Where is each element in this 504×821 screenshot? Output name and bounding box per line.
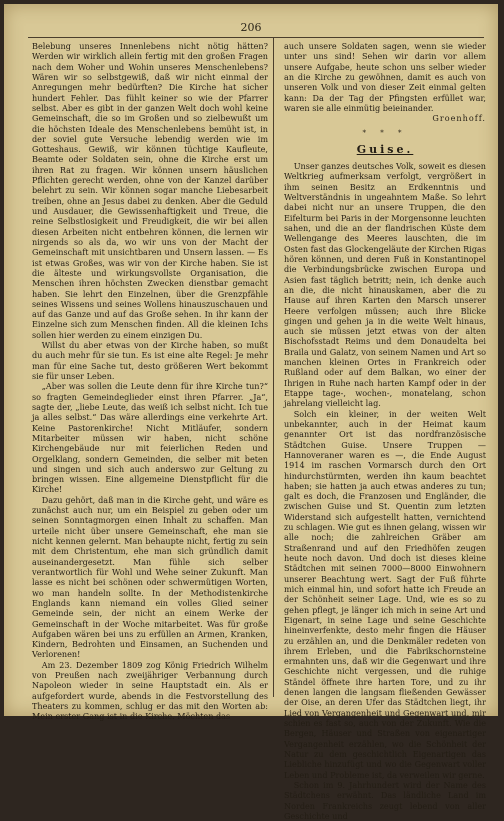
article-ending: auch unsere Soldaten sagen, wenn sie wieder unter uns sind! Sehen wir darin vor allem unsere Aufgabe, heute schon uns selber wieder an die Kirche zu gewöhnen, damit es auch von unseren Volk und von dieser Zeit einmal gelten kann: Da der Tag der Pfingsten erfüllet war, waren sie alle einmütig beieinander. [284, 41, 486, 113]
paragraph: Schon im 9. Jahrhundert wird der Name des Städtchens erwähnt. Das ländliche Land im Norden Frankreichs zeugt lebend von aller Geschichte und [284, 779, 486, 821]
paragraph: Am 23. Dezember 1809 zog König Friedrich Wilhelm von Preußen nach zweijähriger Verbannung durch Napoleon wieder in seine Hauptstadt ein. Als er aufgefordert wurde, abends in die Festvorstellung des Theaters zu kommen, schlug er das mit den Worten ab: Mein erster Gang ist in die Kirche. Möchten das [32, 659, 268, 722]
paragraph: Dazu gehört, daß man in die Kirche geht, und wäre es zunächst auch nur, um ein Beispiel zu geben oder um seinen Sonntagmorgen einen Inhalt zu schaffen. Man urteile nicht über unsere Gemeinschaft, ehe man sie nicht kennen gelernt. Man behaupte nicht, fertig zu sein mit dem Christentum, ehe man sich gründlich damit auseinandergesetzt. Man fühle sich selber verantwortlich für Wohl und Wehe seiner Zukunft. Man lasse es nicht bei schönen oder schwermütigen Worten, wo man handeln sollte. In der Methodistenkirche Englands kann niemand ein volles Glied seiner Gemeinde sein, der nicht an einem Werke der Gemeinschaft in der Woche mitarbeitet. Was für große Aufgaben wären bei uns zu erfüllen an Armen, Kranken, Kindern, Bedrohten und Einsamen, an Suchenden und Verlorenen! [32, 494, 268, 660]
header-rule [28, 37, 484, 38]
newspaper-page [4, 4, 498, 821]
author-signature: Groenhoff. [432, 113, 486, 124]
section-separator: * * * [362, 128, 408, 137]
article-heading: Guise. [356, 142, 414, 156]
right-column [284, 41, 486, 821]
paragraph: Belebung unseres Innenlebens nicht nötig hätten? Werden wir wirklich allein fertig mit den großen Fragen nach dem Woher und Wohin unseres Menschenlebens? Wären wir so selbstgewiß, daß wir nicht einmal der Anregungen mehr bedürften? Die Kirche hat sicher hundert Fehler. Das fühlt keiner so wie der Pfarrer selbst. Aber es gibt in der ganzen Welt doch wohl keine Gemeinschaft, die so im Großen und so zielbewußt um die höchsten Ideale des Menschenlebens bemüht ist, in der soviel gute Versuche lebendig werden wie im Gotteshaus. Gewiß, wir können tüchtige Kaufleute, Beamte oder Soldaten sein, ohne die Kirche erst um ihren Rat zu fragen. Wir können unsern häuslichen Pflichten gerecht werden, ohne von der Kanzel darüber belehrt zu sein. Wir können sogar manche Liebesarbeit treiben, ohne an Jesus dabei zu denken. Aber die Geduld und Ausdauer, die Gewissenhaftigkeit und Treue, die reine Selbstlosigkeit und Freudigkeit, die wir bei allen diesen Arbeiten nicht entbehren können, die lernen wir nirgends so als da, wo wir uns von der Macht der Gemeinschaft mit unsichtbaren und Unsern lassen. — Es ist etwas Großes, was wir von der Kirche haben. Sie ist die älteste und wirkungsvollste Organisation, die Menschen ihren höchsten Zwecken dienstbar gemacht haben. Sie lehrt den Einzelnen, über die Grenzpfähle seines Wissens und seines Wollens hinauszuschauen und auf das Ganze und auf das Große sehen. In ihr kann der Einzelne sich zum Menschen finden. All die kleinen Ichs sollen hier werden zu einem einzigen Du. [32, 41, 268, 340]
paragraph: „Aber was sollen die Leute denn für ihre Kirche tun?“ so fragten Gemeindeglieder einst ihren Pfarrer. „Ja“, sagte der, „liebe Leute, das weiß ich selbst nicht. Ich tue ja alles selbst.“ Das wäre allerdings eine verkehrte Art. Keine Pastorenkirche! Nicht Mitläufer, sondern Mitarbeiter müssen wir haben, nicht schöne Kirchengebäude nur mit feierlichen Reden und Orgelklang, sondern Gemeinden, die selber mit beten und singen und sich auch anderswo zur Geltung zu bringen wissen. Eine allgemeine Dienstpflicht für die Kirche! [32, 381, 268, 495]
left-column [32, 41, 268, 722]
column-divider [273, 37, 274, 697]
page-number: 206 [240, 21, 262, 34]
paragraph: Willst du aber etwas von der Kirche haben, so mußt du auch mehr für sie tun. Es ist eine alte Regel: Je mehr man für eine Sache tut, desto größeren Wert bekommt sie für unser Leben. [32, 340, 268, 381]
paragraph: Solch ein kleiner, in der weiten Welt unbekannter, auch in der Heimat kaum genannter Ort ist das nordfranzösische Städtchen Guise. Unsere Truppen — Hannoveraner waren es —, die Ende August 1914 im raschen Vormarsch durch den Ort hindurchstürmten, werden ihn kaum beachtet haben; sie hatten ja auch etwas anderes zu tun; galt es doch, die Franzosen und Engländer, die zwischen Guise und St. Quentin zum letzten Widerstand sich aufgestellt hatten, vernichtend zu schlagen. Wie gut es ihnen gelang, wissen wir alle noch; die zahlreichen Gräber am Straßenrand und auf den Friedhöfen zeugen heute noch davon. Und doch ist dieses kleine Städtchen mit seinen 7000—8000 Einwohnern unserer Beachtung wert. Sagt der Fuß führte mich einmal hin, und sofort hatte ich Freude an der Schönheit seiner Lage. Und, wie es so zu gehen pflegt, je länger ich mich in seine Art und Eigenart, in seine Lage und seine Geschichte hineinverfenkte, desto mehr fingen die Häuser zu erzählen an, und die Denkmäler redeten von ihrem Erleben, und die Fabrikschornsteine ermahnten uns, daß wir die Gegenwart und ihre Geschichte nicht vergessen, und die ruhige Ständel öffnete ihre harten Tore, und zu ihr denen langen die langsam fließenden Gewässer der Oise, an deren Ufer das Städtchen liegt, ihr Lied von Vergangenheit und Gegenwart und, mir schien es fast so, auch von der Zukunft. Wie die Bergen, Häuser und Straßen von eigenartiger Vergangenheit erzählen, wo die Schönheit der Natur zu dem geschichtlich Eigenartigen das Liebliche hinzufügt und wo die Gegenwart voller Leben und Probleme ist, da verweilen wir gerne. [284, 408, 486, 780]
paragraph: Unser ganzes deutsches Volk, soweit es diesen Weltkrieg aufmerksam verfolgt, vergrößert in ihm seinen Besitz an Erdkenntnis und Weltverständnis in ungeahntem Maße. So lehrt dabei nicht nur an unsere Truppen, die den Eifelturm bei Paris in der Morgensonne leuchten sahen, und die an der flandrischen Küste dem Wellengange des Meeres lauschten, die im Osten fast das Glockengeläute der Kirchen Rigas hören können, und deren Fuß in Konstantinopel die Verbindungsbrücke zwischen Europa und Asien fast täglich betritt; nein, ich denke auch an die, die nicht hinauskamen, aber die zu Hause auf ihren Karten den Marsch unserer Heere verfolgen müssen; auch ihre Blicke gingen und gehen ja in die weite Welt hinaus, auch sie müssen jetzt etwas von der alten Bischofsstadt Reims und dem Donaudelta bei Braila und Galatz, von seinem Namen und Art so manchen kleinen Ortes in Frankreich oder Rußland oder auf dem Balkan, wo einer der Ihrigen in Ruhe nach harten Kampf oder in der Etappe tage-, wochen-, monatelang, schon jahrelang vielleicht lag. [284, 161, 486, 409]
